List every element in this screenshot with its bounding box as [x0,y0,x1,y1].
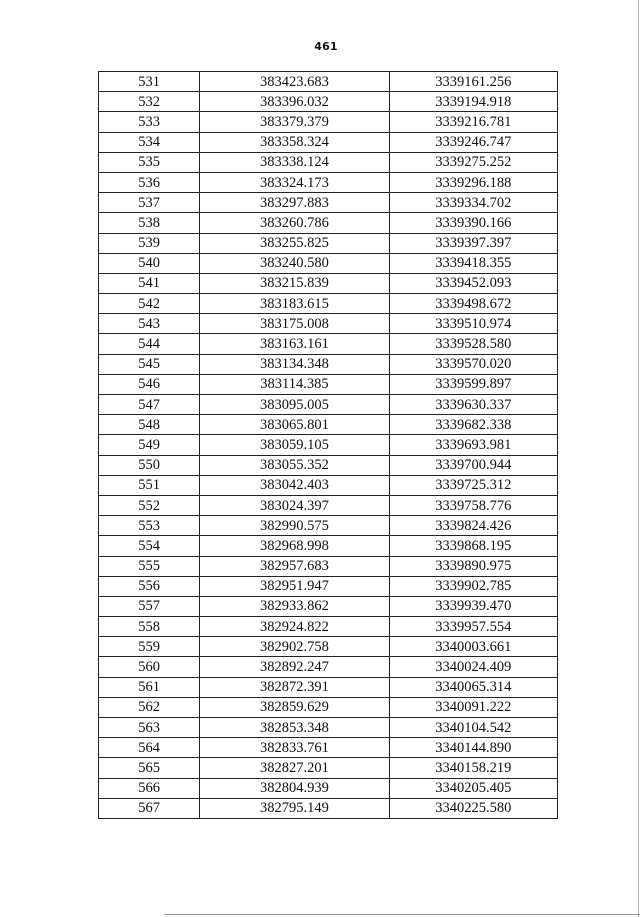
x-coordinate-cell: 382933.862 [200,596,389,616]
table-row [99,637,558,657]
point-number-cell: 538 [99,213,200,233]
point-number-cell: 565 [99,758,200,778]
table-row [99,72,558,92]
x-coordinate-cell: 383059.105 [200,435,389,455]
x-coordinate-cell: 383297.883 [200,193,389,213]
table-row [99,556,558,576]
x-coordinate-cell: 382833.761 [200,738,389,758]
y-coordinate-cell: 3339890.975 [389,556,557,576]
y-coordinate-cell: 3339758.776 [389,495,557,515]
point-number-cell: 536 [99,172,200,192]
table-row [99,758,558,778]
y-coordinate-cell: 3339599.897 [389,374,557,394]
y-coordinate-cell: 3339161.256 [389,72,557,92]
x-coordinate-cell: 382951.947 [200,576,389,596]
coordinate-table [98,71,558,819]
point-number-cell: 556 [99,576,200,596]
point-number-cell: 547 [99,395,200,415]
coordinate-table-body [99,72,558,819]
y-coordinate-cell: 3339682.338 [389,415,557,435]
y-coordinate-cell: 3339630.337 [389,395,557,415]
point-number-cell: 559 [99,637,200,657]
table-row [99,92,558,112]
point-number-cell: 558 [99,617,200,637]
y-coordinate-cell: 3340024.409 [389,657,557,677]
y-coordinate-cell: 3339397.397 [389,233,557,253]
point-number-cell: 563 [99,718,200,738]
y-coordinate-cell: 3339902.785 [389,576,557,596]
point-number-cell: 542 [99,294,200,314]
point-number-cell: 531 [99,72,200,92]
point-number-cell: 564 [99,738,200,758]
y-coordinate-cell: 3339939.470 [389,596,557,616]
point-number-cell: 562 [99,697,200,717]
y-coordinate-cell: 3339246.747 [389,132,557,152]
point-number-cell: 552 [99,495,200,515]
x-coordinate-cell: 383095.005 [200,395,389,415]
point-number-cell: 546 [99,374,200,394]
y-coordinate-cell: 3340158.219 [389,758,557,778]
table-row [99,516,558,536]
table-row [99,253,558,273]
point-number-cell: 534 [99,132,200,152]
y-coordinate-cell: 3340225.580 [389,798,557,818]
x-coordinate-cell: 382990.575 [200,516,389,536]
y-coordinate-cell: 3339510.974 [389,314,557,334]
table-row [99,415,558,435]
table-row [99,455,558,475]
y-coordinate-cell: 3339334.702 [389,193,557,213]
x-coordinate-cell: 383255.825 [200,233,389,253]
point-number-cell: 553 [99,516,200,536]
point-number-cell: 543 [99,314,200,334]
x-coordinate-cell: 382957.683 [200,556,389,576]
table-row [99,395,558,415]
x-coordinate-cell: 383324.173 [200,172,389,192]
table-row [99,172,558,192]
x-coordinate-cell: 382804.939 [200,778,389,798]
y-coordinate-cell: 3339216.781 [389,112,557,132]
point-number-cell: 533 [99,112,200,132]
x-coordinate-cell: 382924.822 [200,617,389,637]
point-number-cell: 554 [99,536,200,556]
x-coordinate-cell: 382872.391 [200,677,389,697]
table-row [99,112,558,132]
page-edge-bottom [164,914,640,915]
x-coordinate-cell: 383183.615 [200,294,389,314]
table-row [99,677,558,697]
table-row [99,778,558,798]
table-row [99,193,558,213]
table-row [99,718,558,738]
y-coordinate-cell: 3340091.222 [389,697,557,717]
y-coordinate-cell: 3340144.890 [389,738,557,758]
table-row [99,294,558,314]
x-coordinate-cell: 383358.324 [200,132,389,152]
y-coordinate-cell: 3340104.542 [389,718,557,738]
x-coordinate-cell: 383215.839 [200,273,389,293]
point-number-cell: 548 [99,415,200,435]
x-coordinate-cell: 383065.801 [200,415,389,435]
point-number-cell: 557 [99,596,200,616]
x-coordinate-cell: 382853.348 [200,718,389,738]
y-coordinate-cell: 3339390.166 [389,213,557,233]
table-row [99,334,558,354]
x-coordinate-cell: 383042.403 [200,475,389,495]
x-coordinate-cell: 382968.998 [200,536,389,556]
table-row [99,798,558,818]
x-coordinate-cell: 383338.124 [200,152,389,172]
x-coordinate-cell: 383163.161 [200,334,389,354]
x-coordinate-cell: 382892.247 [200,657,389,677]
table-row [99,738,558,758]
table-row [99,314,558,334]
table-row [99,697,558,717]
x-coordinate-cell: 383396.032 [200,92,389,112]
point-number-cell: 560 [99,657,200,677]
table-row [99,132,558,152]
page-number: 461 [314,40,338,53]
table-row [99,435,558,455]
y-coordinate-cell: 3339275.252 [389,152,557,172]
x-coordinate-cell: 382827.201 [200,758,389,778]
table-row [99,475,558,495]
y-coordinate-cell: 3339194.918 [389,92,557,112]
y-coordinate-cell: 3339498.672 [389,294,557,314]
x-coordinate-cell: 383423.683 [200,72,389,92]
x-coordinate-cell: 383240.580 [200,253,389,273]
x-coordinate-cell: 382902.758 [200,637,389,657]
table-row [99,576,558,596]
point-number-cell: 550 [99,455,200,475]
y-coordinate-cell: 3339700.944 [389,455,557,475]
table-row [99,233,558,253]
y-coordinate-cell: 3339725.312 [389,475,557,495]
point-number-cell: 549 [99,435,200,455]
y-coordinate-cell: 3339868.195 [389,536,557,556]
y-coordinate-cell: 3339296.188 [389,172,557,192]
point-number-cell: 540 [99,253,200,273]
x-coordinate-cell: 383379.379 [200,112,389,132]
table-row [99,213,558,233]
point-number-cell: 567 [99,798,200,818]
x-coordinate-cell: 383114.385 [200,374,389,394]
y-coordinate-cell: 3339528.580 [389,334,557,354]
x-coordinate-cell: 383134.348 [200,354,389,374]
table-row [99,617,558,637]
point-number-cell: 555 [99,556,200,576]
table-row [99,536,558,556]
x-coordinate-cell: 383055.352 [200,455,389,475]
point-number-cell: 532 [99,92,200,112]
y-coordinate-cell: 3339570.020 [389,354,557,374]
point-number-cell: 537 [99,193,200,213]
x-coordinate-cell: 383260.786 [200,213,389,233]
point-number-cell: 541 [99,273,200,293]
table-row [99,596,558,616]
page-edge-right [638,0,639,917]
y-coordinate-cell: 3340205.405 [389,778,557,798]
y-coordinate-cell: 3339693.981 [389,435,557,455]
y-coordinate-cell: 3340003.661 [389,637,557,657]
table-row [99,354,558,374]
x-coordinate-cell: 382859.629 [200,697,389,717]
point-number-cell: 551 [99,475,200,495]
y-coordinate-cell: 3339418.355 [389,253,557,273]
table-row [99,273,558,293]
x-coordinate-cell: 383024.397 [200,495,389,515]
point-number-cell: 545 [99,354,200,374]
y-coordinate-cell: 3339957.554 [389,617,557,637]
point-number-cell: 544 [99,334,200,354]
x-coordinate-cell: 382795.149 [200,798,389,818]
table-row [99,495,558,515]
point-number-cell: 539 [99,233,200,253]
table-row [99,657,558,677]
point-number-cell: 535 [99,152,200,172]
y-coordinate-cell: 3339452.093 [389,273,557,293]
table-row [99,152,558,172]
y-coordinate-cell: 3339824.426 [389,516,557,536]
y-coordinate-cell: 3340065.314 [389,677,557,697]
table-row [99,374,558,394]
point-number-cell: 566 [99,778,200,798]
point-number-cell: 561 [99,677,200,697]
x-coordinate-cell: 383175.008 [200,314,389,334]
